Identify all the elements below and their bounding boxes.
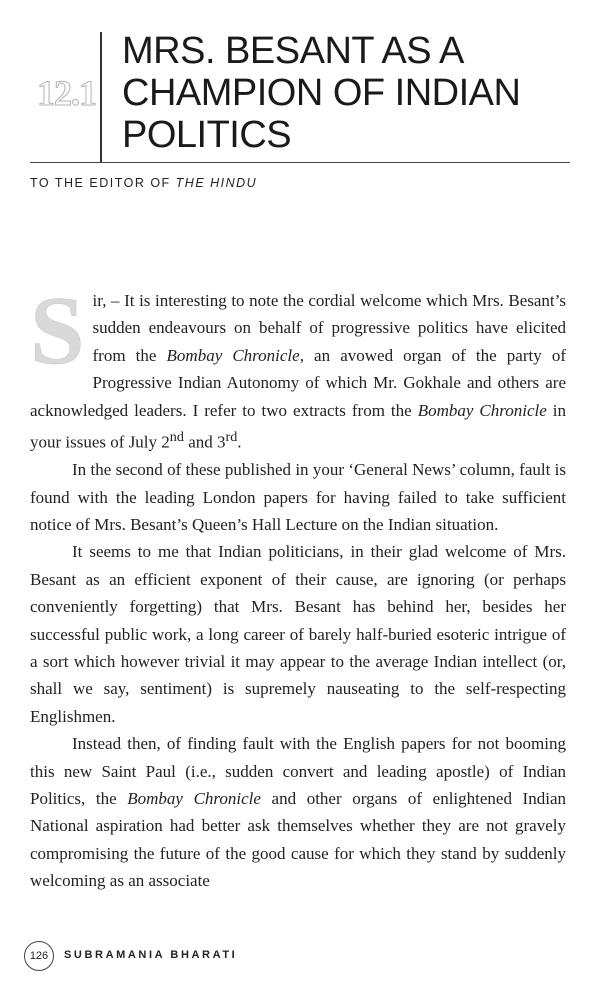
chapter-number: 12.1 [37,73,96,113]
letter-addressee [30,176,257,190]
chapter-header [30,30,570,162]
paragraph-1 [30,277,566,456]
running-author: SUBRAMANIA BHARATI [64,949,238,961]
paragraph-3: It seems to me that Indian politicians, in their glad welcome of Mrs. Besant as an efficient exponent of their cause, are ignoring (or perhaps conveniently forgetting) that Mrs. Besant has behind her, besides her successful public work, a long career of barely half-buried esoteric intrigue of a sort which however trivial it may appear to the average Indian intellect (or, shall we say, sentiment) is supremely nauseating to the self-respecting Englishmen. [30,542,566,726]
p1-ordinal-nd: nd [169,429,184,446]
p1-text-d: and 3 [183,432,226,452]
p1-publication-b: Bombay Chronicle [417,400,547,420]
addressee-publication: THE HINDU [175,176,258,190]
paragraph-4 [30,730,566,894]
page-number: 126 [24,941,54,971]
p4-publication: Bombay Chronicle [127,788,261,808]
header-horizontal-rule [30,162,570,163]
letter-body [30,277,566,895]
p4-text-b: and other organs of enlightened Indian National aspiration had better ask themselves whether they are not gravely compromising the future of the good cause for which they stand by suddenly welcoming as an associate [30,788,566,891]
p1-ordinal-rd: rd [225,429,238,446]
chapter-title: MRS. BESANT AS A CHAMPION OF INDIAN POLITICS [122,30,521,156]
p1-text-e: . [237,432,242,452]
p1-text-a: ir, – It is interesting to note the cordial welcome which Mrs. Besant’s sudden endeavours on behalf of progressive politics have elicited from the [92,291,566,365]
p1-text-b: , an avowed organ of the party of Progressive Indian Autonomy of which Mr. Gokhale and others are acknowledged leaders. I refer to two extracts from the [30,345,566,420]
p1-text-c: in your issues of July 2 [30,400,566,452]
addressee-prefix: TO THE EDITOR OF [30,176,176,190]
paragraph-2: In the second of these published in your ‘General News’ column, fault is found with the leading London papers for having failed to take sufficient notice of Mrs. Besant’s Queen’s Hall Lecture on the Indian situation. [30,460,566,534]
p1-publication-a: Bombay Chronicle [166,345,300,365]
page-footer [24,941,584,971]
header-vertical-rule [100,32,102,162]
drop-cap: S [30,277,85,385]
p4-text-a: Instead then, of finding fault with the English papers for not booming this new Saint Paul (i.e., sudden convert and leading apostle) of Indian Politics, the [30,734,566,808]
